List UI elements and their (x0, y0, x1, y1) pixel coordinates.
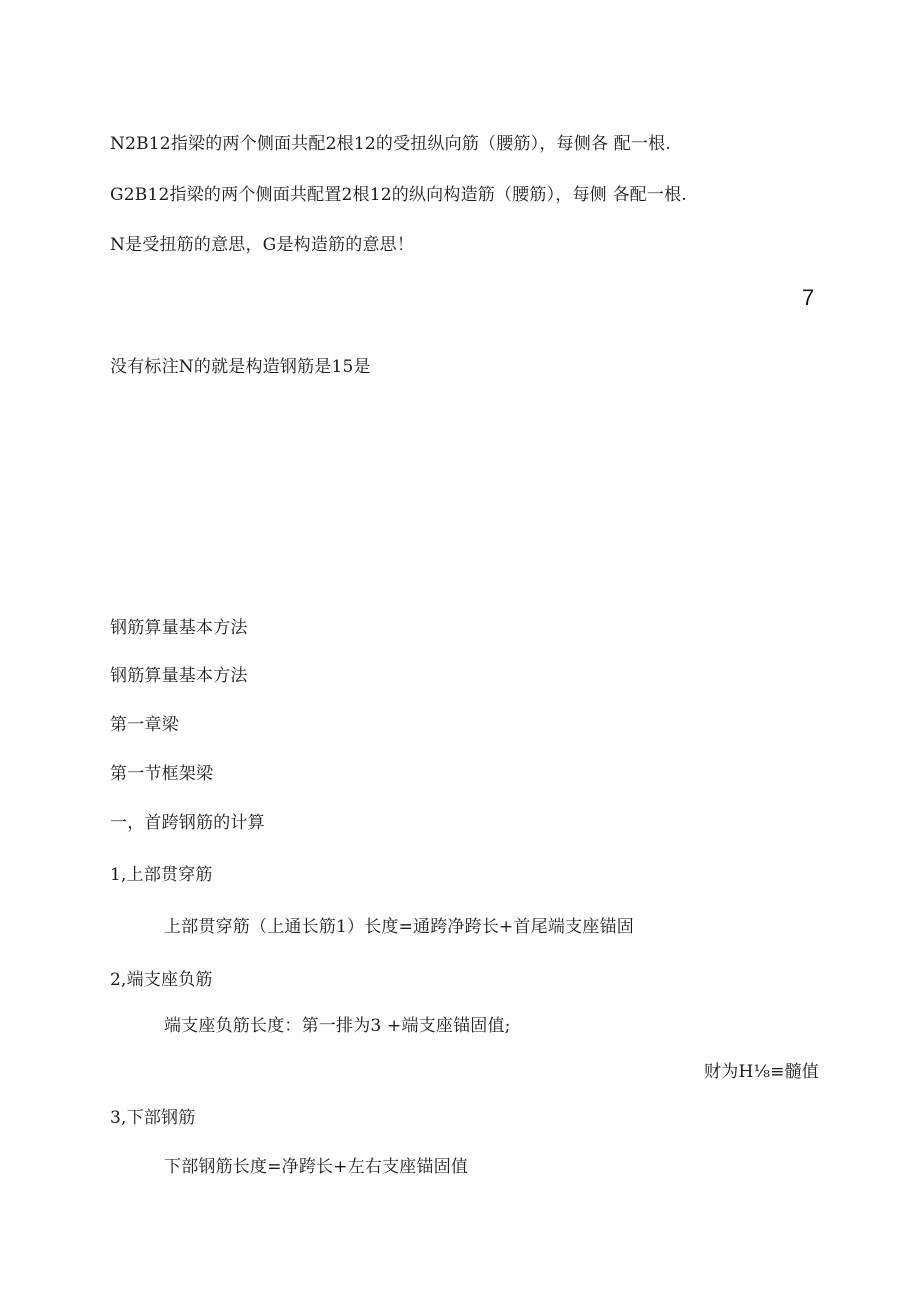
page-marker: 7 (802, 285, 815, 310)
item-aside-end-support-rebar: 财为H⅛≡髓值 (704, 1062, 819, 1082)
item-heading-end-support-rebar: 2,端支座负筋 (110, 970, 213, 990)
item-heading-bottom-rebar: 3,下部钢筋 (110, 1108, 196, 1128)
unmarked-rebar-note: 没有标注N的就是构造钢筋是15是 (110, 357, 371, 377)
section-title: 钢筋算量基本方法 (110, 618, 248, 638)
item-body-end-support-rebar: 端支座负筋长度：第一排为3 +端支座锚固值; (164, 1016, 511, 1036)
section-title-repeat: 钢筋算量基本方法 (110, 666, 248, 686)
g-rebar-description: G2B12指梁的两个侧面共配置2根12的纵向构造筋（腰筋），每侧 各配一根. (110, 185, 687, 205)
n-rebar-description: N2B12指梁的两个侧面共配2根12的受扭纵向筋（腰筋），每侧各 配一根. (110, 134, 671, 154)
part-heading: 一，首跨钢筋的计算 (110, 813, 265, 833)
item-body-bottom-rebar: 下部钢筋长度=净跨长+左右支座锚固值 (164, 1157, 469, 1177)
chapter-heading: 第一章梁 (110, 715, 179, 735)
n-g-meaning-note: N是受扭筋的意思，G是构造筋的意思！ (110, 235, 415, 255)
item-heading-top-rebar: 1,上部贯穿筋 (110, 865, 213, 885)
item-body-top-rebar: 上部贯穿筋（上通长筋1）长度=通跨净跨长+首尾端支座锚固 (164, 917, 634, 937)
subsection-heading: 第一节框架梁 (110, 764, 214, 784)
